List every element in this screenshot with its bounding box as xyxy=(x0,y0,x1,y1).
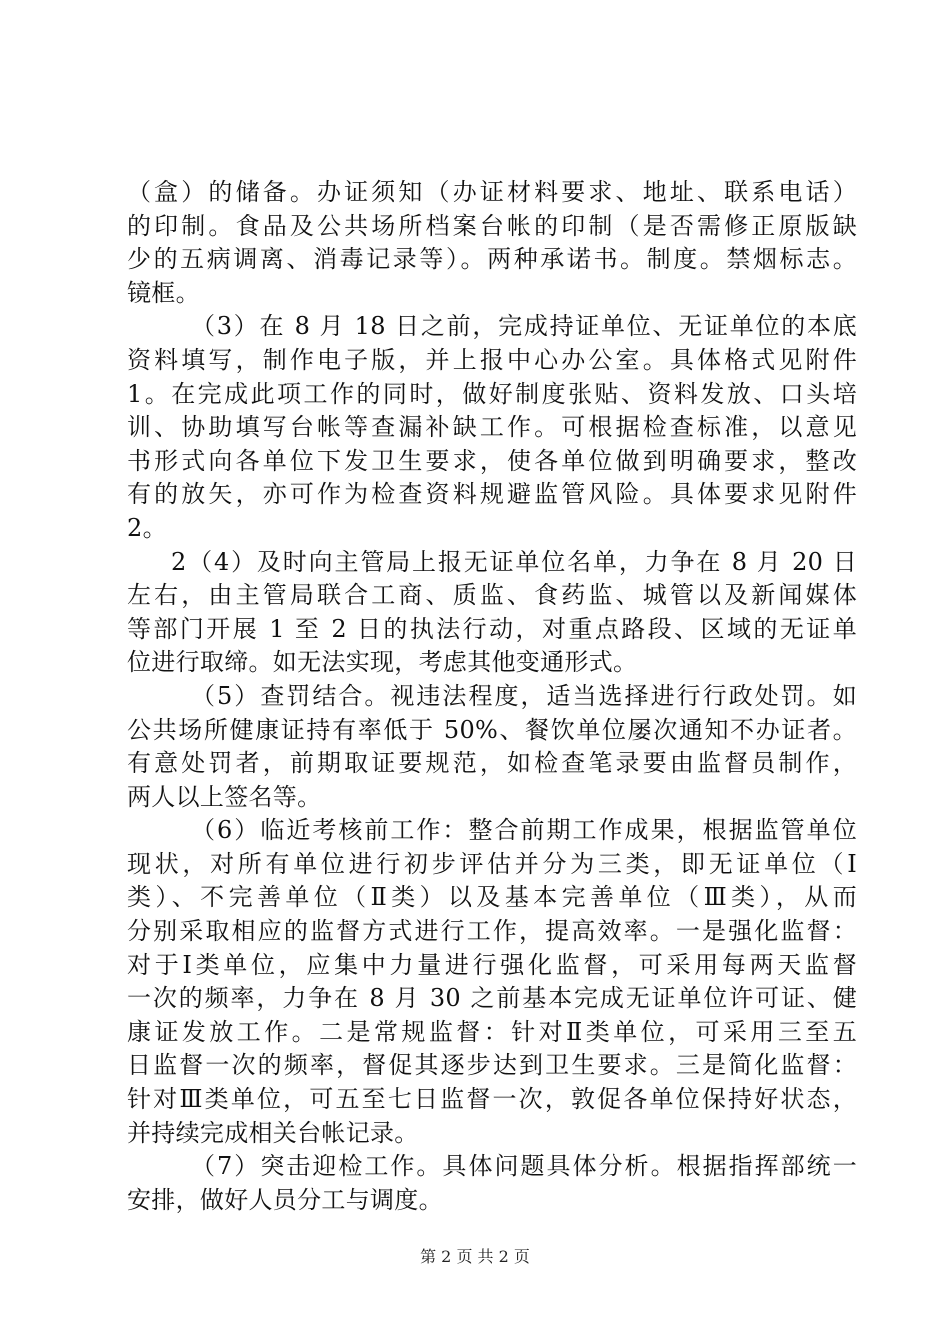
text-line: 一次的频率，力争在 8 月 30 之前基本完成无证单位许可证、健 xyxy=(127,984,858,1013)
page-number-footer: 第 2 页 共 2 页 xyxy=(420,1247,530,1266)
text-line: 康证发放工作。二是常规监督：针对Ⅱ类单位，可采用三至五 xyxy=(127,1017,857,1046)
text-line: 左右，由主管局联合工商、质监、食药监、城管以及新闻媒体 xyxy=(127,581,857,610)
text-line: 公共场所健康证持有率低于 50%、餐饮单位屡次通知不办证者。 xyxy=(127,715,857,744)
text-line: 训、协助填写台帐等查漏补缺工作。可根据检查标准，以意见 xyxy=(127,413,857,442)
text-line: 并持续完成相关台帐记录。 xyxy=(127,1118,419,1147)
text-line: 少的五病调离、消毒记录等）。两种承诺书。制度。禁烟标志。 xyxy=(127,245,857,274)
text-line: 对于Ⅰ类单位，应集中力量进行强化监督，可采用每两天监督 xyxy=(127,950,857,979)
text-line: 两人以上签名等。 xyxy=(127,782,322,811)
text-line: 2（4）及时向主管局上报无证单位名单，力争在 8 月 20 日 xyxy=(171,547,857,576)
text-line: 针对Ⅲ类单位，可五至七日监督一次，敦促各单位保持好状态， xyxy=(127,1085,857,1114)
text-line: 类）、不完善单位（Ⅱ类）以及基本完善单位（Ⅲ类），从而 xyxy=(127,883,857,912)
text-line: 资料填写，制作电子版，并上报中心办公室。具体格式见附件 xyxy=(127,345,857,374)
text-line: （7）突击迎检工作。具体问题具体分析。根据指挥部统一 xyxy=(191,1152,857,1181)
text-line: 有意处罚者，前期取证要规范，如检查笔录要由监督员制作， xyxy=(127,749,857,778)
text-line: （5）查罚结合。视违法程度，适当选择进行行政处罚。如 xyxy=(191,681,857,710)
text-line: 1。在完成此项工作的同时，做好制度张贴、资料发放、口头培 xyxy=(127,379,857,408)
text-line: 镜框。 xyxy=(127,278,200,307)
text-line: 等部门开展 1 至 2 日的执法行动，对重点路段、区域的无证单 xyxy=(127,614,857,643)
text-line: 位进行取缔。如无法实现，考虑其他变通形式。 xyxy=(127,648,638,677)
text-line: （3）在 8 月 18 日之前，完成持证单位、无证单位的本底 xyxy=(191,312,857,341)
text-line: 现状，对所有单位进行初步评估并分为三类，即无证单位（Ⅰ xyxy=(127,849,857,878)
text-line: （盒）的储备。办证须知（办证材料要求、地址、联系电话） xyxy=(127,178,857,206)
text-line: 分别采取相应的监督方式进行工作，提高效率。一是强化监督： xyxy=(127,917,857,946)
text-line: （6）临近考核前工作：整合前期工作成果，根据监管单位 xyxy=(191,816,857,845)
text-line: 的印制。食品及公共场所档案台帐的印制（是否需修正原版缺 xyxy=(127,211,857,240)
document-body xyxy=(127,176,857,1217)
text-line: 2。 xyxy=(127,513,167,542)
text-line: 日监督一次的频率，督促其逐步达到卫生要求。三是简化监督： xyxy=(127,1051,857,1080)
text-line: 书形式向各单位下发卫生要求，使各单位做到明确要求，整改 xyxy=(127,446,857,475)
text-line: 有的放矢，亦可作为检查资料规避监管风险。具体要求见附件 xyxy=(127,480,857,509)
text-line: 安排，做好人员分工与调度。 xyxy=(127,1185,443,1214)
